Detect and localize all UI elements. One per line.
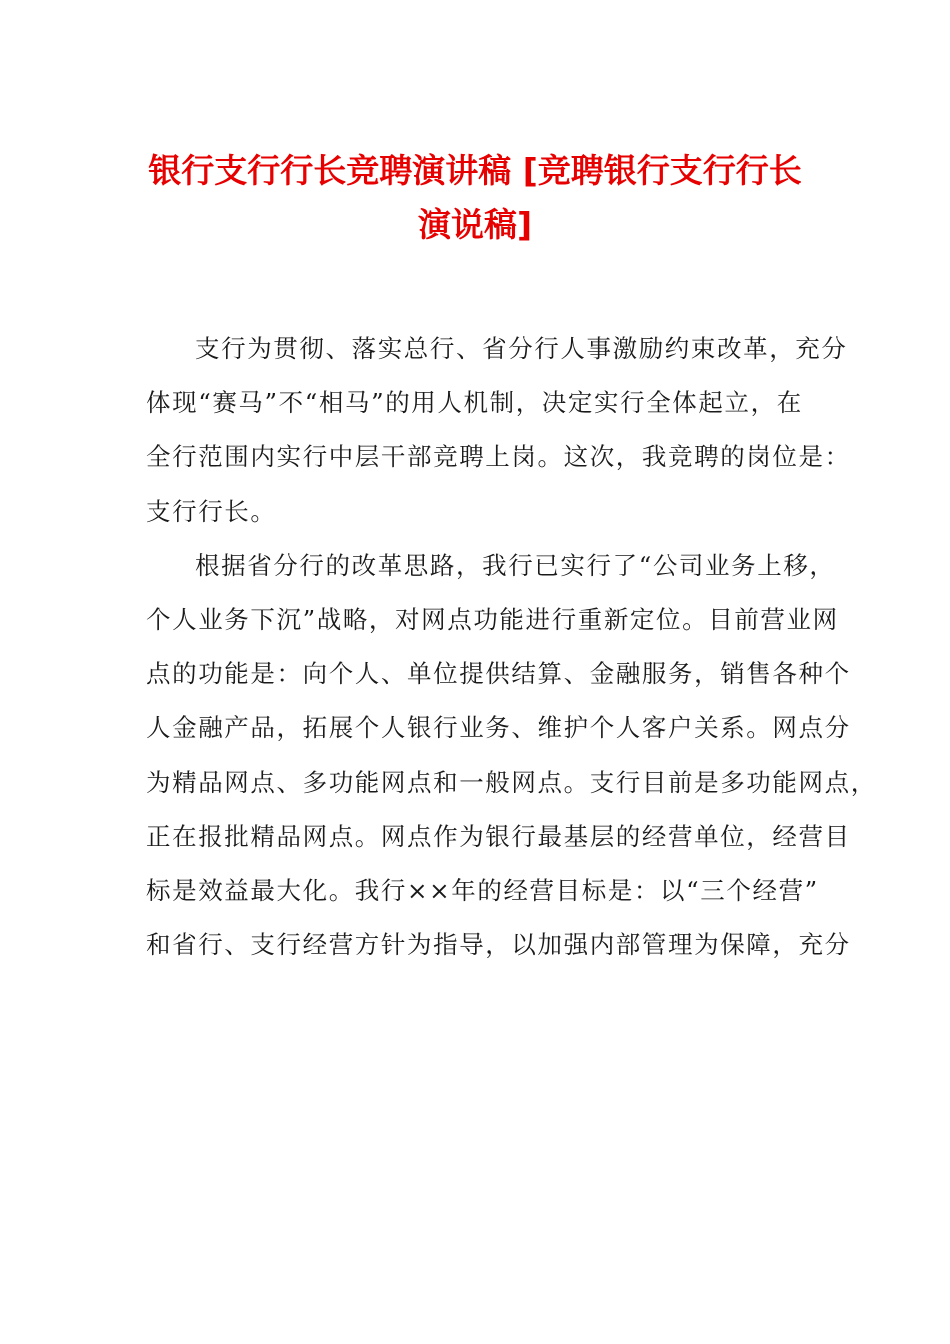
paragraph-line: 标是效益最大化。我行××年的经营目标是：以“三个经营” [146,875,819,905]
paragraph-line: 人金融产品，拓展个人银行业务、维护个人客户关系。网点分 [146,713,851,743]
paragraph-line: 个人业务下沉”战略，对网点功能进行重新定位。目前营业网 [146,604,839,634]
document-body [146,322,877,972]
paragraph-1 [146,322,851,539]
paragraph-line: 支行行长。 [146,496,277,526]
paragraph-line: 为精品网点、多功能网点和一般网点。支行目前是多功能网点， [146,767,877,797]
title-line-1: 银行支行行长竞聘演讲稿 [竞聘银行支行行长 [148,151,802,190]
title-line-2: 演说稿] [417,205,533,244]
paragraph-line: 全行范围内实行中层干部竞聘上岗。这次，我竞聘的岗位是： [146,442,851,472]
paragraph-line: 点的功能是：向个人、单位提供结算、金融服务，销售各种个 [146,659,851,689]
paragraph-line: 根据省分行的改革思路，我行已实行了“公司业务上移， [195,550,836,580]
paragraph-line: 正在报批精品网点。网点作为银行最基层的经营单位，经营目 [146,821,851,851]
paragraph-2 [146,539,877,973]
document-title [120,144,830,252]
paragraph-line: 和省行、支行经营方针为指导，以加强内部管理为保障，充分 [146,930,851,960]
paragraph-line: 支行为贯彻、落实总行、省分行人事激励约束改革，充分 [195,334,848,363]
paragraph-line: 体现“赛马”不“相马”的用人机制，决定实行全体起立，在 [146,388,803,418]
